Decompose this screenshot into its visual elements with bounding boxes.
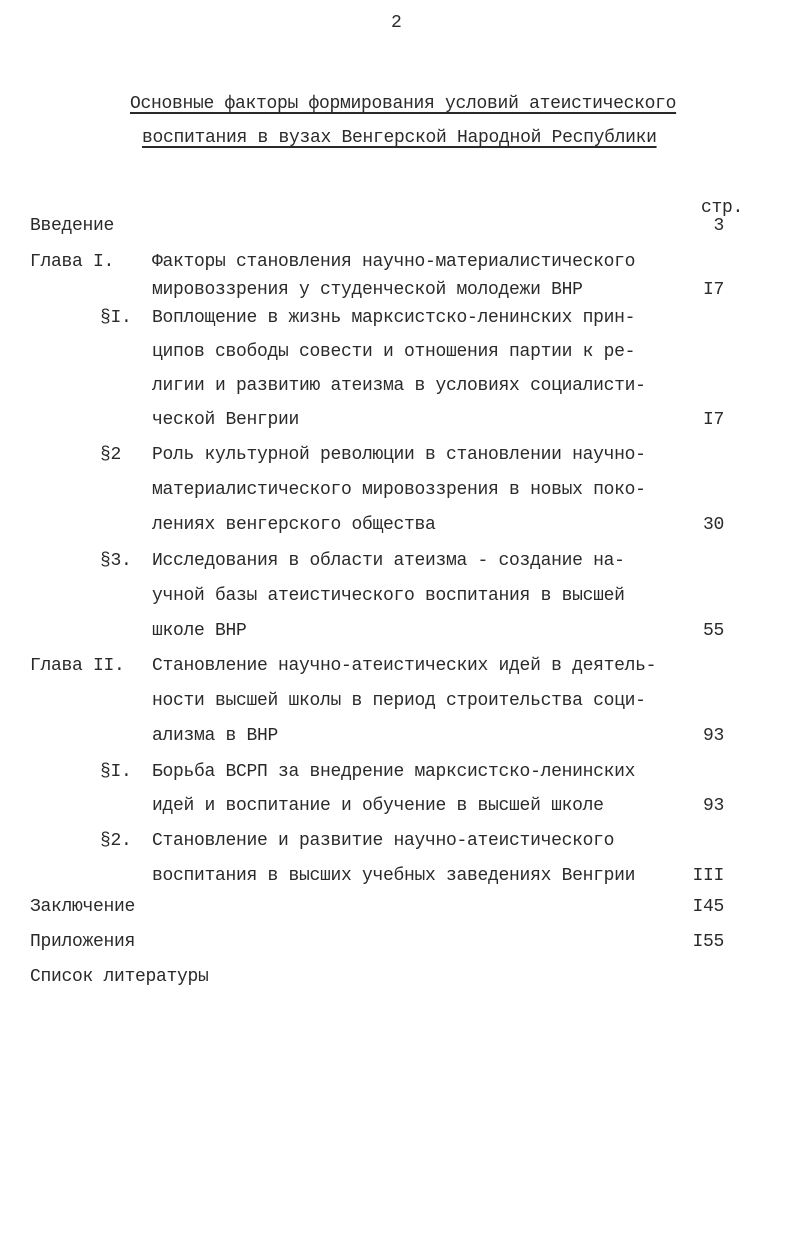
toc-page-number: 93: [702, 726, 724, 746]
toc-page-number: I7: [702, 280, 724, 300]
toc-entry-label: Глава II.: [30, 656, 125, 676]
toc-page-number: I55: [692, 932, 724, 952]
toc-entry-text: Борьба ВСРП за внедрение марксистско-ленинских: [152, 762, 636, 782]
toc-entry-text: лигии и развитию атеизма в условиях социалисти-: [152, 376, 646, 396]
toc-entry-text: Исследования в области атеизма - создание на-: [152, 551, 625, 571]
toc-page-number: I45: [692, 897, 724, 917]
toc-entry-label: Приложения: [30, 932, 136, 952]
toc-entry-label: §I.: [100, 762, 132, 782]
toc-entry-text: Факторы становления научно-материалистического: [152, 252, 636, 272]
toc-entry-text: ализма в ВНР: [152, 726, 279, 746]
toc-entry-label: Введение: [30, 216, 115, 236]
toc-page-number: III: [692, 866, 724, 886]
toc-entry-label: Список литературы: [30, 967, 209, 987]
toc-entry-text: Воплощение в жизнь марксистско-ленинских прин-: [152, 308, 636, 328]
toc-entry-text: Становление научно-атеистических идей в деятель-: [152, 656, 657, 676]
toc-entry-text: Роль культурной революции в становлении научно-: [152, 445, 646, 465]
page-column-header: стр.: [701, 198, 744, 218]
toc-page-number: I7: [702, 410, 724, 430]
toc-entry-label: Глава I.: [30, 252, 115, 272]
toc-entry-label: §I.: [100, 308, 132, 328]
toc-entry-text: школе ВНР: [152, 621, 247, 641]
toc-page-number: 55: [702, 621, 724, 641]
document-title-line-2: воспитания в вузах Венгерской Народной Республики: [142, 128, 657, 148]
toc-entry-label: Заключение: [30, 897, 136, 917]
page-number: 2: [391, 13, 402, 33]
toc-page-number: 30: [702, 515, 724, 535]
toc-entry-text: воспитания в высших учебных заведениях Венгрии: [152, 866, 636, 886]
toc-entry-text: ципов свободы совести и отношения партии к ре-: [152, 342, 636, 362]
toc-entry-label: §3.: [100, 551, 132, 571]
toc-page-number: 3: [713, 216, 724, 236]
toc-entry-text: идей и воспитание и обучение в высшей школе: [152, 796, 604, 816]
toc-entry-text: лениях венгерского общества: [152, 515, 436, 535]
toc-entry-text: материалистического мировоззрения в новых поко-: [152, 480, 646, 500]
toc-entry-label: §2: [100, 445, 122, 465]
toc-entry-label: §2.: [100, 831, 132, 851]
toc-entry-text: мировоззрения у студенческой молодежи ВНР: [152, 280, 583, 300]
toc-entry-text: ности высшей школы в период строительства соци-: [152, 691, 646, 711]
toc-page-number: 93: [702, 796, 724, 816]
toc-entry-text: ческой Венгрии: [152, 410, 300, 430]
document-title-line-1: Основные факторы формирования условий атеистического: [130, 94, 677, 114]
toc-entry-text: учной базы атеистического воспитания в высшей: [152, 586, 625, 606]
toc-entry-text: Становление и развитие научно-атеистического: [152, 831, 615, 851]
